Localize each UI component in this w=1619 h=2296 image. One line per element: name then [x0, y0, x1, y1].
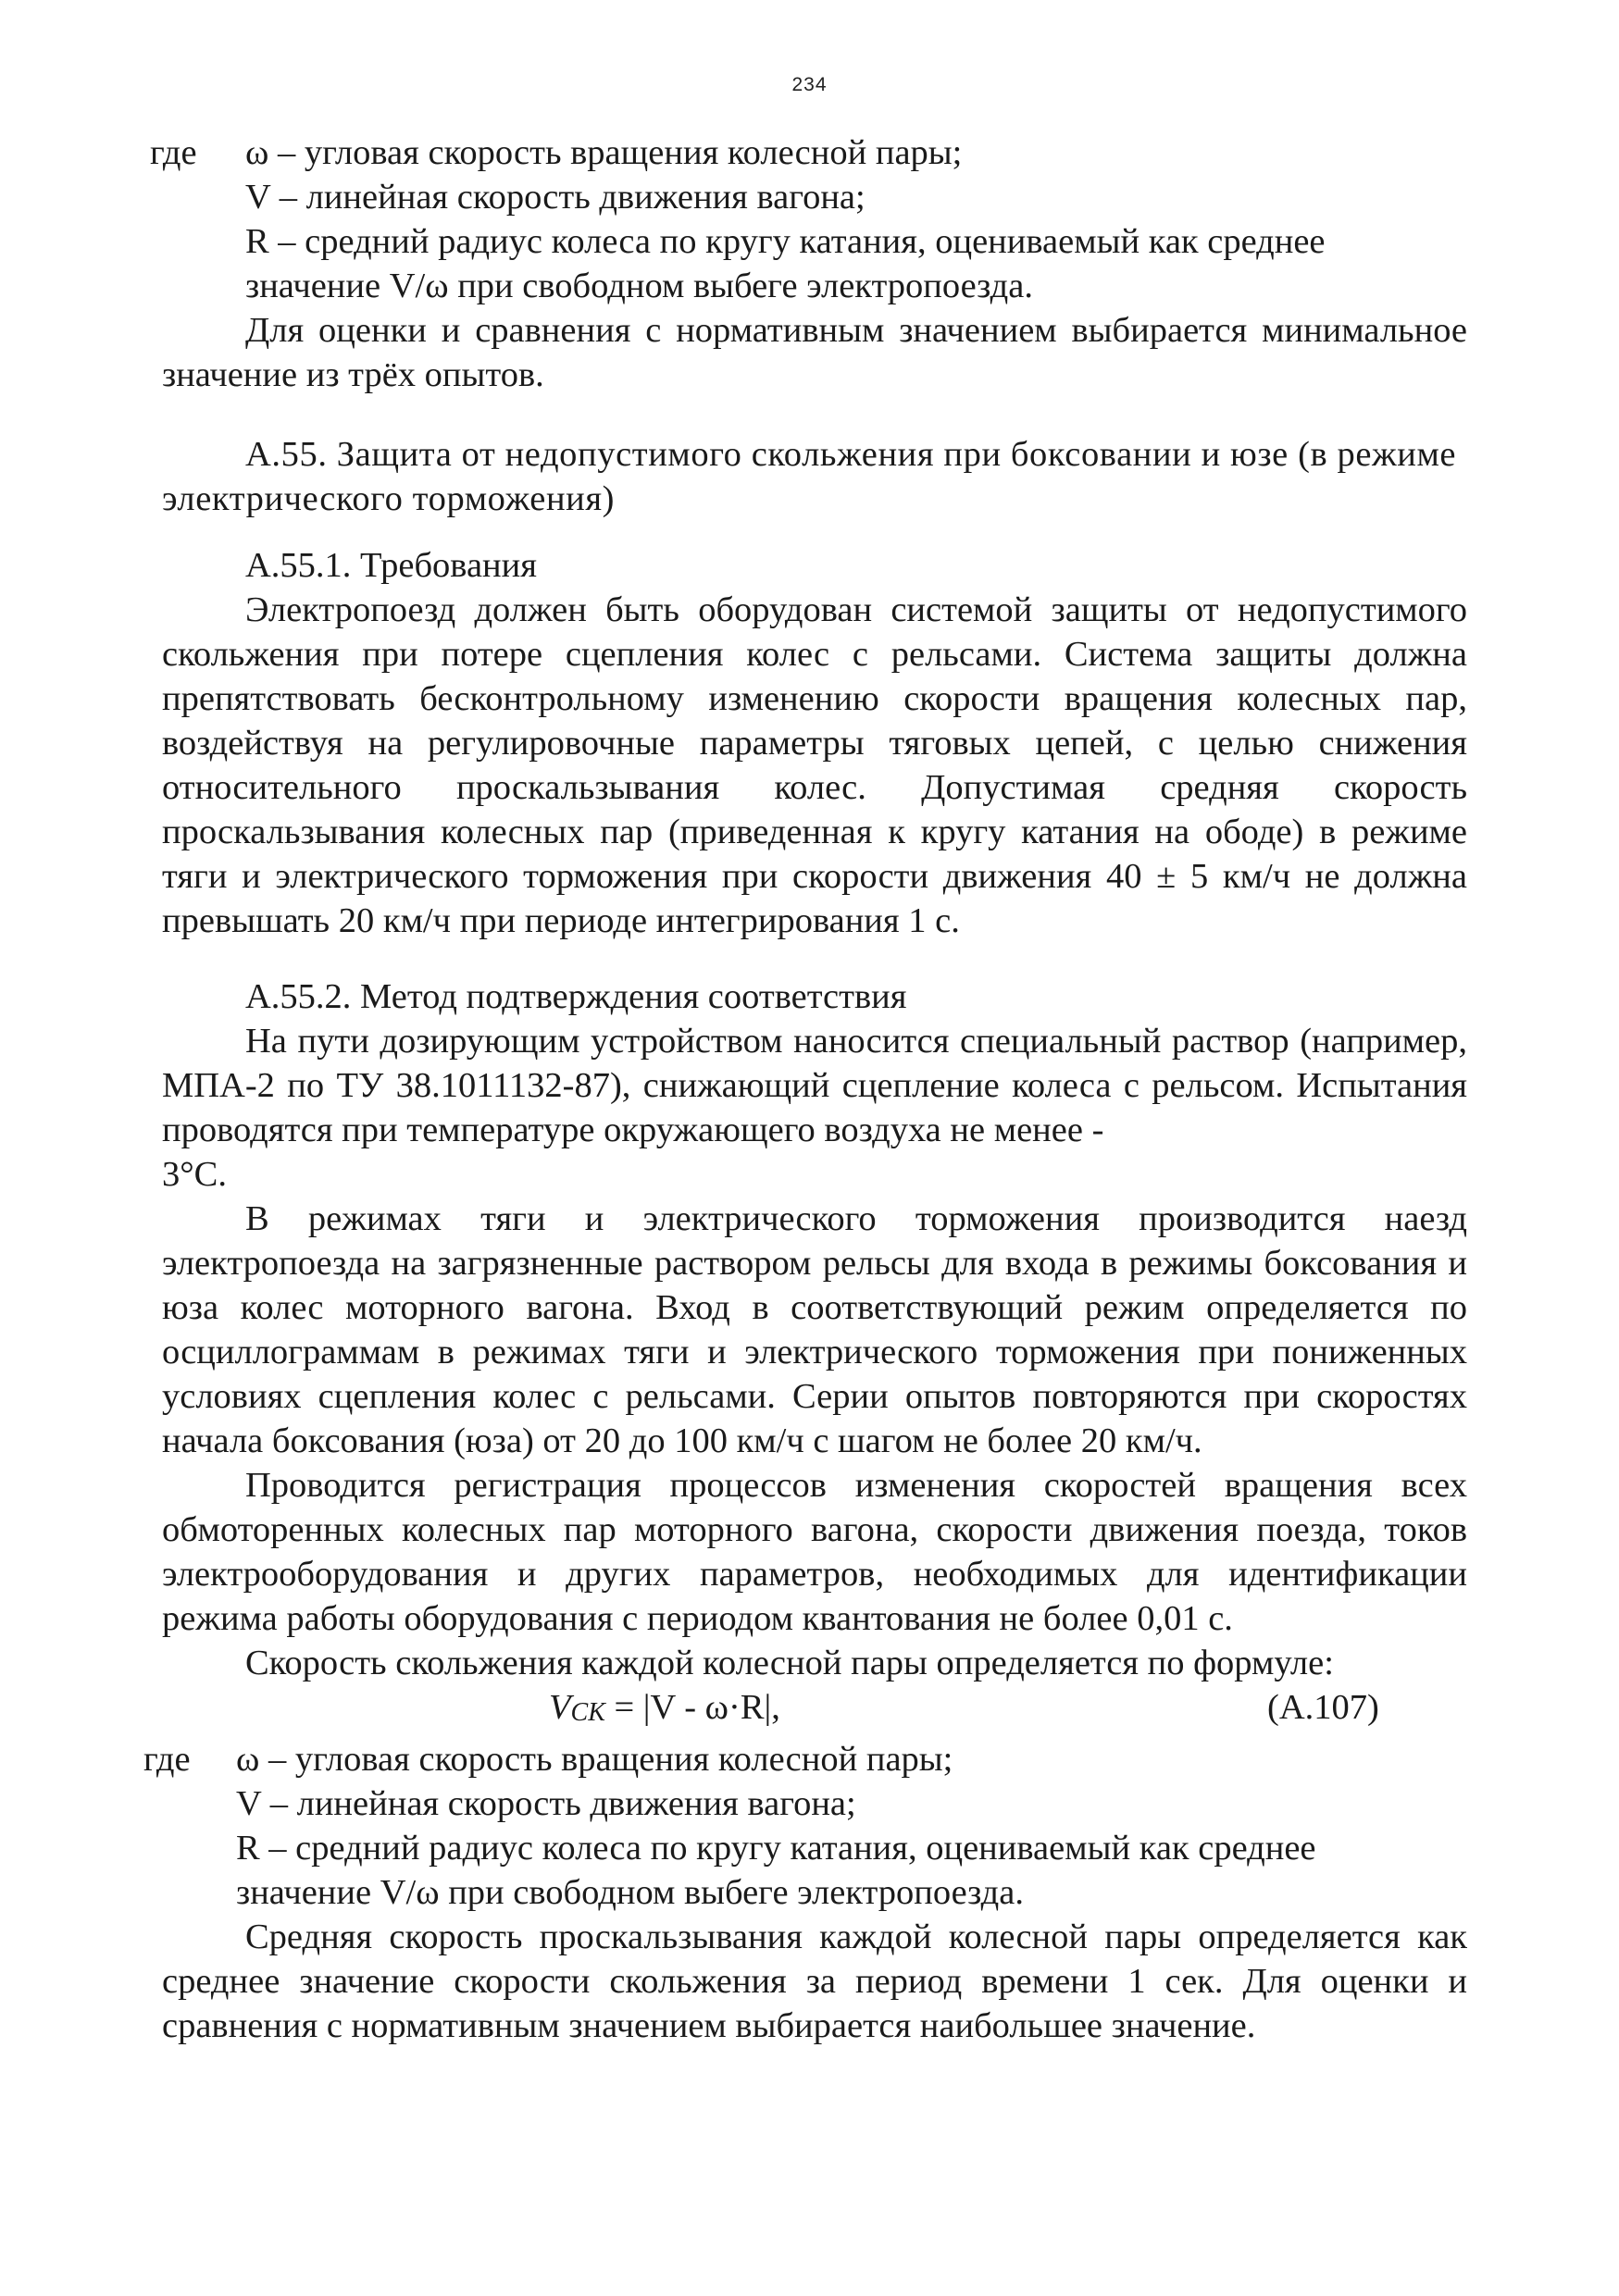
document-body-top	[143, 130, 1467, 2048]
definition-r-continued: значение V/ω при свободном выбеге электропоезда.	[245, 267, 1033, 305]
definition-r: R – средний радиус колеса по кругу катания, оцениваемый как среднее	[245, 222, 1326, 261]
definition-omega: ω – угловая скорость вращения колесной пары;	[236, 1740, 953, 1779]
paragraph-final: Средняя скорость проскальзывания каждой колесной пары определяется как среднее значение скорости скольжения за период времени 1 сек. Для оценки и сравнения с нормативным значением выбирается наибольшее значение.	[162, 1917, 1467, 2045]
paragraph-method: На пути дозирующим устройством наносится специальный раствор (например, МПА-2 по ТУ 38.1011132-87), снижающий сцепление колеса с рельсом. Испытания проводятся при температуре окружающего воздуха не менее -	[162, 1022, 1467, 1149]
definition-omega: ω – угловая скорость вращения колесной пары;	[245, 133, 963, 172]
paragraph-registration: Проводится регистрация процессов изменения скоростей вращения всех обмоторенных колесных пар моторного вагона, скорости движения поезда, токов электрооборудования и других параметров, необходимых для идентификации режима работы оборудования с периодом квантования не более 0,01 с.	[162, 1466, 1467, 1638]
formula-expression: VСК = |V - ω·R|,	[549, 1688, 780, 1727]
paragraph-requirements: Электропоезд должен быть оборудован системой защиты от недопустимого скольжения при потере сцепления колес с рельсами. Система защиты должна препятствовать бесконтрольному изменению скорости вращения колесных пар, воздействуя на регулировочные параметры тяговых цепей, с целью снижения относительного проскальзывания колес. Допустимая средняя скорость проскальзывания колесных пар (приведенная к кругу катания на ободе) в режиме тяги и электрического торможения при скорости движения 40 ± 5 км/ч не должна превышать 20 км/ч при периоде интегрирования 1 с.	[162, 590, 1467, 940]
where-label: где	[143, 1740, 191, 1779]
section-heading-a55: А.55. Защита от недопустимого скольжения при боксовании и юзе (в режиме электрического торможения)	[162, 435, 1457, 518]
definition-v: V – линейная скорость движения вагона;	[245, 178, 866, 217]
paragraph-method-end: 3°С.	[162, 1155, 227, 1194]
paragraph-formula-intro: Скорость скольжения каждой колесной пары определяется по формуле:	[245, 1644, 1334, 1682]
subsection-heading-requirements: А.55.1. Требования	[245, 546, 537, 585]
page-number: 234	[791, 74, 828, 95]
variable-definitions-top	[150, 130, 1467, 308]
definition-r-continued: значение V/ω при свободном выбеге электропоезда.	[236, 1873, 1024, 1912]
variable-definitions-bottom	[143, 1737, 1467, 1915]
formula-number: (А.107)	[1267, 1688, 1379, 1727]
definition-v: V – линейная скорость движения вагона;	[236, 1784, 856, 1823]
where-label: где	[150, 133, 197, 172]
paragraph-modes: В режимах тяги и электрического торможения производится наезд электропоезда на загрязненные раствором рельсы для входа в режимы боксования и юза колес моторного вагона. Вход в соответствующий режим определяется по осциллограммам в режимах тяги и электрического торможения при пониженных условиях сцепления колес с рельсами. Серии опытов повторяются при скоростях начала боксования (юза) от 20 до 100 км/ч с шагом не более 20 км/ч.	[162, 1199, 1467, 1460]
paragraph-minimum-value: Для оценки и сравнения с нормативным значением выбирается минимальное значение из трёх опытов.	[162, 311, 1467, 394]
subsection-heading-method: А.55.2. Метод подтверждения соответствия	[245, 977, 907, 1016]
definition-r: R – средний радиус колеса по кругу катания, оцениваемый как среднее	[236, 1829, 1316, 1868]
formula-a107	[171, 1685, 1467, 1733]
